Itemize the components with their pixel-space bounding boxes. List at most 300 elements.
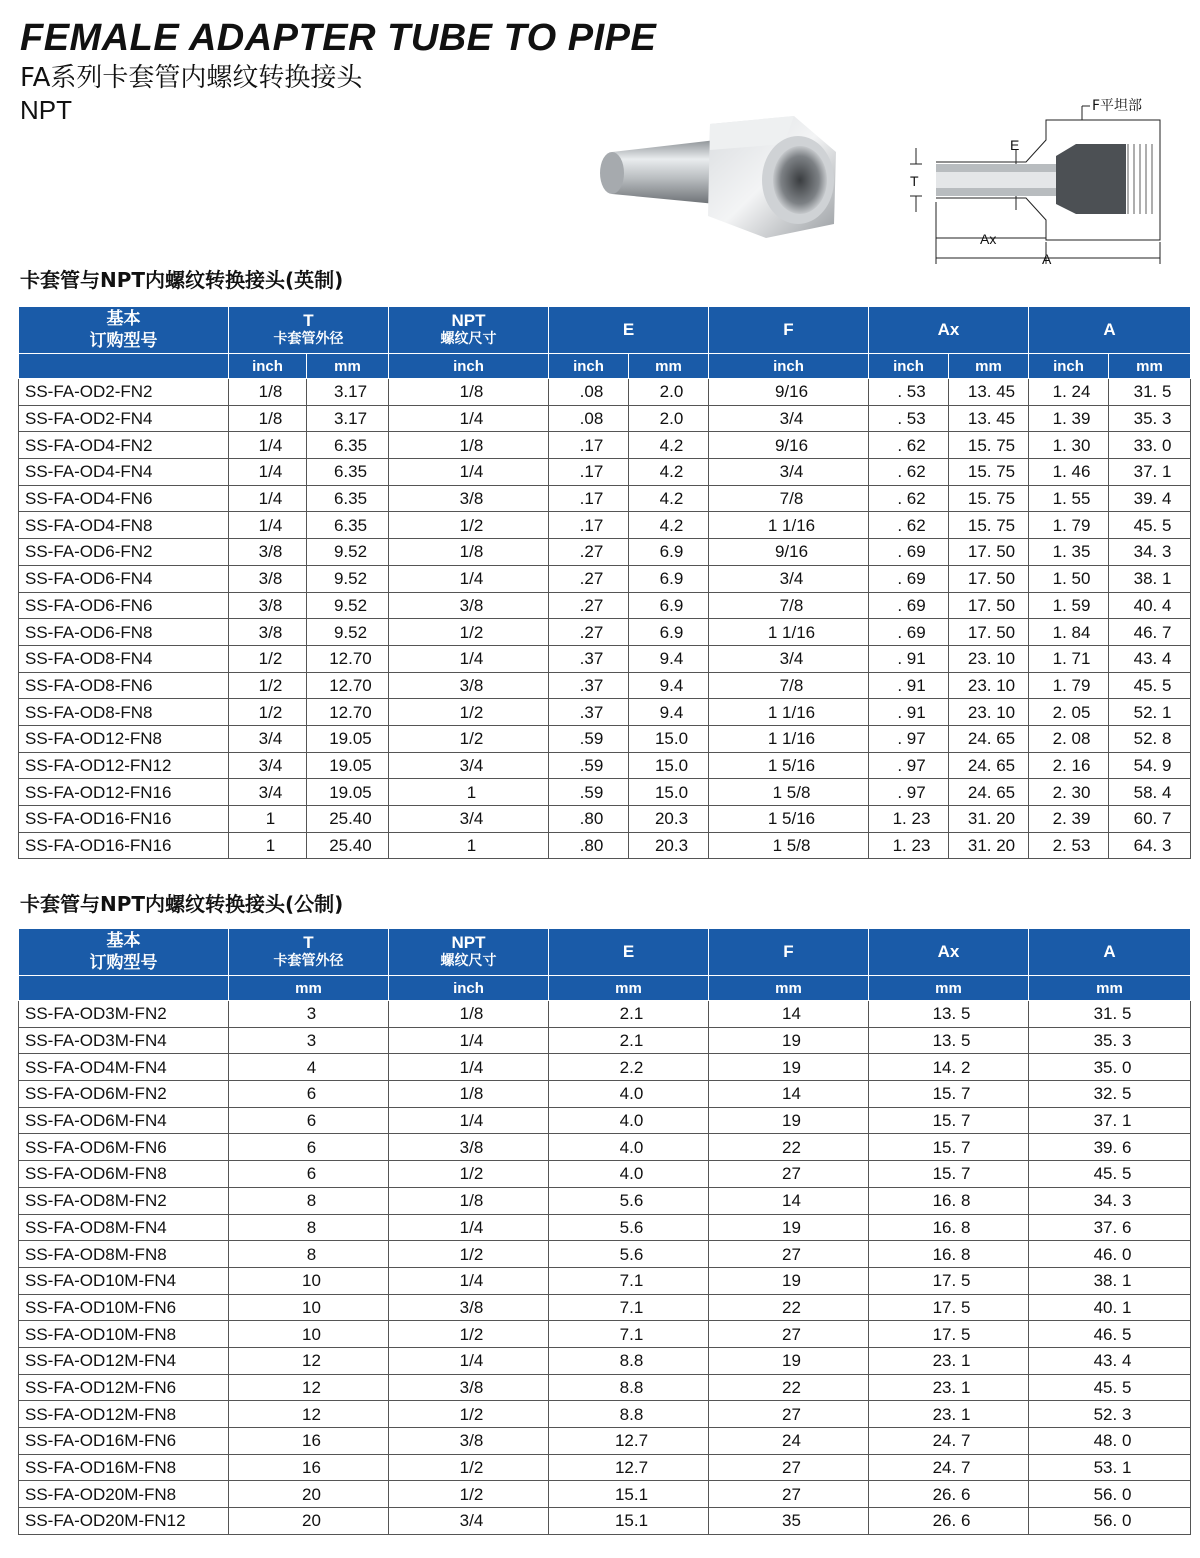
value-cell: 43. 4 — [1029, 1347, 1191, 1374]
model-number-cell: SS-FA-OD8-FN8 — [19, 699, 229, 726]
value-cell: 3/4 — [709, 645, 869, 672]
value-cell: 9.52 — [307, 592, 389, 619]
value-cell: 4.2 — [629, 485, 709, 512]
table-row — [19, 1508, 1191, 1535]
value-cell: 3.17 — [307, 405, 389, 432]
value-cell: 1/2 — [229, 672, 307, 699]
value-cell: 6.9 — [629, 539, 709, 566]
value-cell: 38. 1 — [1029, 1267, 1191, 1294]
value-cell: 3/4 — [389, 1508, 549, 1535]
value-cell: 23. 1 — [869, 1401, 1029, 1428]
value-cell: 35. 3 — [1109, 405, 1191, 432]
table-row — [19, 752, 1191, 779]
value-cell: 1/2 — [389, 1401, 549, 1428]
value-cell: 3.17 — [307, 379, 389, 406]
model-number-cell: SS-FA-OD12-FN8 — [19, 725, 229, 752]
model-number-cell: SS-FA-OD12M-FN8 — [19, 1401, 229, 1428]
value-cell: 15.0 — [629, 752, 709, 779]
value-cell: 23. 1 — [869, 1374, 1029, 1401]
value-cell: 1 — [389, 832, 549, 859]
value-cell: 14. 2 — [869, 1054, 1029, 1081]
model-number-cell: SS-FA-OD8M-FN8 — [19, 1241, 229, 1268]
value-cell: 12 — [229, 1374, 389, 1401]
value-cell: 8.8 — [549, 1347, 709, 1374]
dimension-drawing — [906, 92, 1176, 270]
value-cell: 19 — [709, 1027, 869, 1054]
table-row — [19, 1481, 1191, 1508]
value-cell: . 69 — [869, 619, 949, 646]
value-cell: 1/4 — [229, 432, 307, 459]
metric-table-body — [19, 1001, 1191, 1535]
value-cell: . 53 — [869, 405, 949, 432]
value-cell: 12.7 — [549, 1454, 709, 1481]
unit-header: mm — [549, 976, 709, 1001]
value-cell: 15. 7 — [869, 1134, 1029, 1161]
thread-standard: NPT — [20, 95, 72, 125]
value-cell: .17 — [549, 459, 629, 486]
table-row — [19, 592, 1191, 619]
value-cell: 6.9 — [629, 565, 709, 592]
model-number-cell: SS-FA-OD12M-FN4 — [19, 1347, 229, 1374]
value-cell: 16 — [229, 1428, 389, 1455]
table-row — [19, 379, 1191, 406]
value-cell: 26. 6 — [869, 1508, 1029, 1535]
value-cell: 1. 46 — [1029, 459, 1109, 486]
value-cell: 37. 1 — [1029, 1107, 1191, 1134]
model-number-cell: SS-FA-OD8-FN4 — [19, 645, 229, 672]
value-cell: 1 1/16 — [709, 699, 869, 726]
value-cell: 6 — [229, 1107, 389, 1134]
value-cell: 8 — [229, 1187, 389, 1214]
table-row — [19, 1347, 1191, 1374]
table-row — [19, 1214, 1191, 1241]
table-row — [19, 779, 1191, 806]
value-cell: 43. 4 — [1109, 645, 1191, 672]
value-cell: 2.2 — [549, 1054, 709, 1081]
value-cell: 15. 75 — [949, 485, 1029, 512]
model-number-cell: SS-FA-OD12-FN12 — [19, 752, 229, 779]
value-cell: 33. 0 — [1109, 432, 1191, 459]
value-cell: 14 — [709, 1081, 869, 1108]
value-cell: 16 — [229, 1454, 389, 1481]
value-cell: 7.1 — [549, 1321, 709, 1348]
value-cell: 8.8 — [549, 1401, 709, 1428]
value-cell: 1. 79 — [1029, 512, 1109, 539]
value-cell: 4.2 — [629, 432, 709, 459]
model-number-cell: SS-FA-OD8M-FN4 — [19, 1214, 229, 1241]
col-header-model: 基本 订购型号 — [19, 307, 229, 354]
drawing-label-e: E — [1010, 137, 1020, 153]
value-cell: 1/8 — [389, 432, 549, 459]
value-cell: .37 — [549, 672, 629, 699]
unit-header: mm — [307, 354, 389, 379]
value-cell: 15.1 — [549, 1481, 709, 1508]
value-cell: 4 — [229, 1054, 389, 1081]
value-cell: 7/8 — [709, 485, 869, 512]
model-number-cell: SS-FA-OD6-FN2 — [19, 539, 229, 566]
value-cell: 13. 5 — [869, 1027, 1029, 1054]
value-cell: 46. 7 — [1109, 619, 1191, 646]
value-cell: 19 — [709, 1054, 869, 1081]
value-cell: 6 — [229, 1081, 389, 1108]
value-cell: 20.3 — [629, 806, 709, 833]
col-header-e: E — [549, 307, 709, 354]
value-cell: 22 — [709, 1134, 869, 1161]
value-cell: 48. 0 — [1029, 1428, 1191, 1455]
value-cell: 1/4 — [389, 1027, 549, 1054]
value-cell: .17 — [549, 512, 629, 539]
col-header-e: E — [549, 929, 709, 976]
value-cell: 15.0 — [629, 779, 709, 806]
table-row — [19, 1161, 1191, 1188]
value-cell: 15. 75 — [949, 512, 1029, 539]
page-subtitle: FA系列卡套管内螺纹转换接头 — [20, 63, 363, 93]
value-cell: 7/8 — [709, 672, 869, 699]
value-cell: 23. 10 — [949, 645, 1029, 672]
value-cell: 3/8 — [389, 1374, 549, 1401]
value-cell: 1/2 — [389, 619, 549, 646]
table-row — [19, 1081, 1191, 1108]
value-cell: 1 — [229, 832, 307, 859]
model-number-cell: SS-FA-OD3M-FN4 — [19, 1027, 229, 1054]
imperial-section-title: 卡套管与NPT内螺纹转换接头(英制) — [20, 268, 344, 292]
unit-header: inch — [389, 976, 549, 1001]
value-cell: 1 5/8 — [709, 779, 869, 806]
value-cell: 35 — [709, 1508, 869, 1535]
value-cell: 3/4 — [229, 752, 307, 779]
value-cell: 7.1 — [549, 1267, 709, 1294]
model-number-cell: SS-FA-OD10M-FN4 — [19, 1267, 229, 1294]
value-cell: 45. 5 — [1029, 1161, 1191, 1188]
value-cell: 17. 50 — [949, 565, 1029, 592]
model-number-cell: SS-FA-OD20M-FN12 — [19, 1508, 229, 1535]
value-cell: 3 — [229, 1027, 389, 1054]
value-cell: . 91 — [869, 645, 949, 672]
value-cell: 1. 84 — [1029, 619, 1109, 646]
unit-header: mm — [1109, 354, 1191, 379]
value-cell: 19 — [709, 1347, 869, 1374]
value-cell: 1. 23 — [869, 832, 949, 859]
value-cell: 3/4 — [229, 725, 307, 752]
value-cell: 3/8 — [389, 1428, 549, 1455]
value-cell: . 97 — [869, 752, 949, 779]
value-cell: .80 — [549, 832, 629, 859]
value-cell: 6.35 — [307, 512, 389, 539]
unit-header: inch — [389, 354, 549, 379]
model-number-cell: SS-FA-OD12M-FN6 — [19, 1374, 229, 1401]
value-cell: . 69 — [869, 539, 949, 566]
value-cell: 2. 05 — [1029, 699, 1109, 726]
value-cell: 1/2 — [389, 1481, 549, 1508]
value-cell: 25.40 — [307, 806, 389, 833]
col-header-ax: Ax — [869, 307, 1029, 354]
value-cell: .59 — [549, 752, 629, 779]
value-cell: 39. 6 — [1029, 1134, 1191, 1161]
value-cell: .27 — [549, 539, 629, 566]
value-cell: 1/8 — [389, 1081, 549, 1108]
metric-section-title: 卡套管与NPT内螺纹转换接头(公制) — [20, 892, 344, 916]
table-row — [19, 645, 1191, 672]
value-cell: 1/4 — [389, 1107, 549, 1134]
model-number-cell: SS-FA-OD10M-FN6 — [19, 1294, 229, 1321]
value-cell: 12 — [229, 1401, 389, 1428]
value-cell: .80 — [549, 806, 629, 833]
value-cell: 1. 23 — [869, 806, 949, 833]
value-cell: 16. 8 — [869, 1214, 1029, 1241]
value-cell: 1/4 — [229, 459, 307, 486]
col-header-f: F — [709, 307, 869, 354]
value-cell: . 91 — [869, 672, 949, 699]
value-cell: 1/8 — [229, 379, 307, 406]
unit-header: mm — [229, 976, 389, 1001]
table-row — [19, 1454, 1191, 1481]
value-cell: 37. 6 — [1029, 1214, 1191, 1241]
value-cell: 16. 8 — [869, 1187, 1029, 1214]
value-cell: 1/2 — [389, 1161, 549, 1188]
value-cell: 2.1 — [549, 1027, 709, 1054]
value-cell: 31. 5 — [1029, 1001, 1191, 1028]
value-cell: 5.6 — [549, 1187, 709, 1214]
value-cell: 3/4 — [229, 779, 307, 806]
value-cell: 23. 1 — [869, 1347, 1029, 1374]
value-cell: .59 — [549, 779, 629, 806]
unit-header: inch — [229, 354, 307, 379]
value-cell: 1. 79 — [1029, 672, 1109, 699]
value-cell: 1/2 — [389, 699, 549, 726]
value-cell: 13. 45 — [949, 379, 1029, 406]
model-number-cell: SS-FA-OD4M-FN4 — [19, 1054, 229, 1081]
value-cell: 1. 30 — [1029, 432, 1109, 459]
model-number-cell: SS-FA-OD12-FN16 — [19, 779, 229, 806]
model-number-cell: SS-FA-OD3M-FN2 — [19, 1001, 229, 1028]
value-cell: 3/8 — [229, 619, 307, 646]
value-cell: 19 — [709, 1267, 869, 1294]
table-row — [19, 405, 1191, 432]
value-cell: 5.6 — [549, 1241, 709, 1268]
value-cell: 6.9 — [629, 592, 709, 619]
value-cell: 25.40 — [307, 832, 389, 859]
value-cell: 3/4 — [389, 752, 549, 779]
value-cell: 1. 71 — [1029, 645, 1109, 672]
value-cell: 7/8 — [709, 592, 869, 619]
unit-header: inch — [709, 354, 869, 379]
model-number-cell: SS-FA-OD6-FN8 — [19, 619, 229, 646]
value-cell: 10 — [229, 1267, 389, 1294]
drawing-label-ax: Ax — [980, 231, 997, 247]
value-cell: 19.05 — [307, 752, 389, 779]
value-cell: 31. 20 — [949, 806, 1029, 833]
value-cell: 12.70 — [307, 699, 389, 726]
unit-header: mm — [1029, 976, 1191, 1001]
value-cell: 22 — [709, 1374, 869, 1401]
value-cell: 6 — [229, 1161, 389, 1188]
value-cell: . 62 — [869, 459, 949, 486]
value-cell: 3/4 — [389, 806, 549, 833]
table-row — [19, 1187, 1191, 1214]
value-cell: 1/4 — [389, 565, 549, 592]
value-cell: 14 — [709, 1001, 869, 1028]
table-row — [19, 699, 1191, 726]
model-number-cell: SS-FA-OD16-FN16 — [19, 806, 229, 833]
table-row — [19, 1428, 1191, 1455]
value-cell: 64. 3 — [1109, 832, 1191, 859]
value-cell: 53. 1 — [1029, 1454, 1191, 1481]
drawing-label-f: F平坦部 — [1092, 98, 1143, 114]
value-cell: .17 — [549, 432, 629, 459]
table-row — [19, 1401, 1191, 1428]
value-cell: . 53 — [869, 379, 949, 406]
value-cell: 1/2 — [389, 1241, 549, 1268]
value-cell: 17. 50 — [949, 539, 1029, 566]
value-cell: 26. 6 — [869, 1481, 1029, 1508]
page-title: FEMALE ADAPTER TUBE TO PIPE — [20, 17, 657, 59]
table-row — [19, 512, 1191, 539]
model-number-cell: SS-FA-OD4-FN8 — [19, 512, 229, 539]
value-cell: 4.2 — [629, 512, 709, 539]
value-cell: 27 — [709, 1321, 869, 1348]
value-cell: .08 — [549, 405, 629, 432]
model-number-cell: SS-FA-OD6M-FN2 — [19, 1081, 229, 1108]
value-cell: 3/8 — [229, 539, 307, 566]
table-row — [19, 1294, 1191, 1321]
table-row — [19, 1374, 1191, 1401]
table-row — [19, 1267, 1191, 1294]
value-cell: 2.1 — [549, 1001, 709, 1028]
value-cell: 1. 50 — [1029, 565, 1109, 592]
value-cell: 3/4 — [709, 565, 869, 592]
value-cell: 2. 08 — [1029, 725, 1109, 752]
value-cell: 52. 8 — [1109, 725, 1191, 752]
value-cell: 27 — [709, 1241, 869, 1268]
value-cell: 17. 5 — [869, 1294, 1029, 1321]
value-cell: 6.35 — [307, 485, 389, 512]
value-cell: 10 — [229, 1294, 389, 1321]
unit-header: mm — [949, 354, 1029, 379]
value-cell: 1. 35 — [1029, 539, 1109, 566]
imperial-table-body — [19, 379, 1191, 859]
col-header-npt: NPT 螺纹尺寸 — [389, 307, 549, 354]
value-cell: 12 — [229, 1347, 389, 1374]
value-cell: 24. 7 — [869, 1454, 1029, 1481]
col-header-t: T 卡套管外径 — [229, 929, 389, 976]
value-cell: 4.0 — [549, 1107, 709, 1134]
value-cell: 27 — [709, 1161, 869, 1188]
value-cell: 39. 4 — [1109, 485, 1191, 512]
value-cell: . 69 — [869, 565, 949, 592]
value-cell: 3/8 — [389, 672, 549, 699]
unit-header: mm — [629, 354, 709, 379]
value-cell: .27 — [549, 619, 629, 646]
value-cell: 58. 4 — [1109, 779, 1191, 806]
value-cell: 1/2 — [389, 725, 549, 752]
value-cell: . 62 — [869, 485, 949, 512]
value-cell: 37. 1 — [1109, 459, 1191, 486]
value-cell: 2.0 — [629, 405, 709, 432]
col-header-a: A — [1029, 929, 1191, 976]
value-cell: 13. 45 — [949, 405, 1029, 432]
value-cell: 56. 0 — [1029, 1508, 1191, 1535]
value-cell: 1. 39 — [1029, 405, 1109, 432]
table-row — [19, 619, 1191, 646]
value-cell: 38. 1 — [1109, 565, 1191, 592]
value-cell: 1 5/8 — [709, 832, 869, 859]
model-number-cell: SS-FA-OD16M-FN6 — [19, 1428, 229, 1455]
value-cell: 1 1/16 — [709, 725, 869, 752]
value-cell: 32. 5 — [1029, 1081, 1191, 1108]
value-cell: 4.0 — [549, 1161, 709, 1188]
value-cell: 17. 5 — [869, 1267, 1029, 1294]
value-cell: 22 — [709, 1294, 869, 1321]
value-cell: 3/4 — [709, 405, 869, 432]
value-cell: 34. 3 — [1109, 539, 1191, 566]
model-number-cell: SS-FA-OD16M-FN8 — [19, 1454, 229, 1481]
value-cell: . 97 — [869, 725, 949, 752]
model-number-cell: SS-FA-OD8M-FN2 — [19, 1187, 229, 1214]
value-cell: 24 — [709, 1428, 869, 1455]
value-cell: 1 1/16 — [709, 619, 869, 646]
value-cell: 1 5/16 — [709, 752, 869, 779]
value-cell: . 97 — [869, 779, 949, 806]
value-cell: 6.9 — [629, 619, 709, 646]
value-cell: 9/16 — [709, 379, 869, 406]
unit-header: inch — [549, 354, 629, 379]
drawing-label-a: A — [1042, 251, 1052, 267]
value-cell: 9/16 — [709, 432, 869, 459]
value-cell: 31. 20 — [949, 832, 1029, 859]
value-cell: 12.7 — [549, 1428, 709, 1455]
value-cell: 17. 5 — [869, 1321, 1029, 1348]
value-cell: 4.0 — [549, 1081, 709, 1108]
model-number-cell: SS-FA-OD8-FN6 — [19, 672, 229, 699]
table-row — [19, 672, 1191, 699]
value-cell: 2. 39 — [1029, 806, 1109, 833]
value-cell: 56. 0 — [1029, 1481, 1191, 1508]
value-cell: 6.35 — [307, 432, 389, 459]
value-cell: 20 — [229, 1508, 389, 1535]
model-number-cell: SS-FA-OD20M-FN8 — [19, 1481, 229, 1508]
value-cell: 2. 16 — [1029, 752, 1109, 779]
drawing-label-t: T — [910, 173, 919, 189]
unit-cell-blank — [19, 976, 229, 1001]
value-cell: 27 — [709, 1481, 869, 1508]
table-row — [19, 1321, 1191, 1348]
value-cell: 13. 5 — [869, 1001, 1029, 1028]
value-cell: 1 5/16 — [709, 806, 869, 833]
table-row — [19, 459, 1191, 486]
model-number-cell: SS-FA-OD6M-FN6 — [19, 1134, 229, 1161]
unit-header: inch — [1029, 354, 1109, 379]
model-number-cell: SS-FA-OD4-FN2 — [19, 432, 229, 459]
value-cell: 1/4 — [229, 512, 307, 539]
value-cell: 23. 10 — [949, 672, 1029, 699]
imperial-spec-table — [18, 306, 1191, 859]
table-row — [19, 565, 1191, 592]
value-cell: 45. 5 — [1109, 672, 1191, 699]
value-cell: 1/4 — [389, 1214, 549, 1241]
value-cell: 46. 0 — [1029, 1241, 1191, 1268]
unit-cell-blank — [19, 354, 229, 379]
value-cell: .08 — [549, 379, 629, 406]
value-cell: 1/4 — [389, 645, 549, 672]
value-cell: 1/4 — [389, 1267, 549, 1294]
value-cell: 1/2 — [389, 1454, 549, 1481]
value-cell: 1/8 — [389, 1187, 549, 1214]
value-cell: 1 — [389, 779, 549, 806]
value-cell: 3/8 — [229, 565, 307, 592]
col-header-npt: NPT 螺纹尺寸 — [389, 929, 549, 976]
value-cell: 20 — [229, 1481, 389, 1508]
table-row — [19, 806, 1191, 833]
